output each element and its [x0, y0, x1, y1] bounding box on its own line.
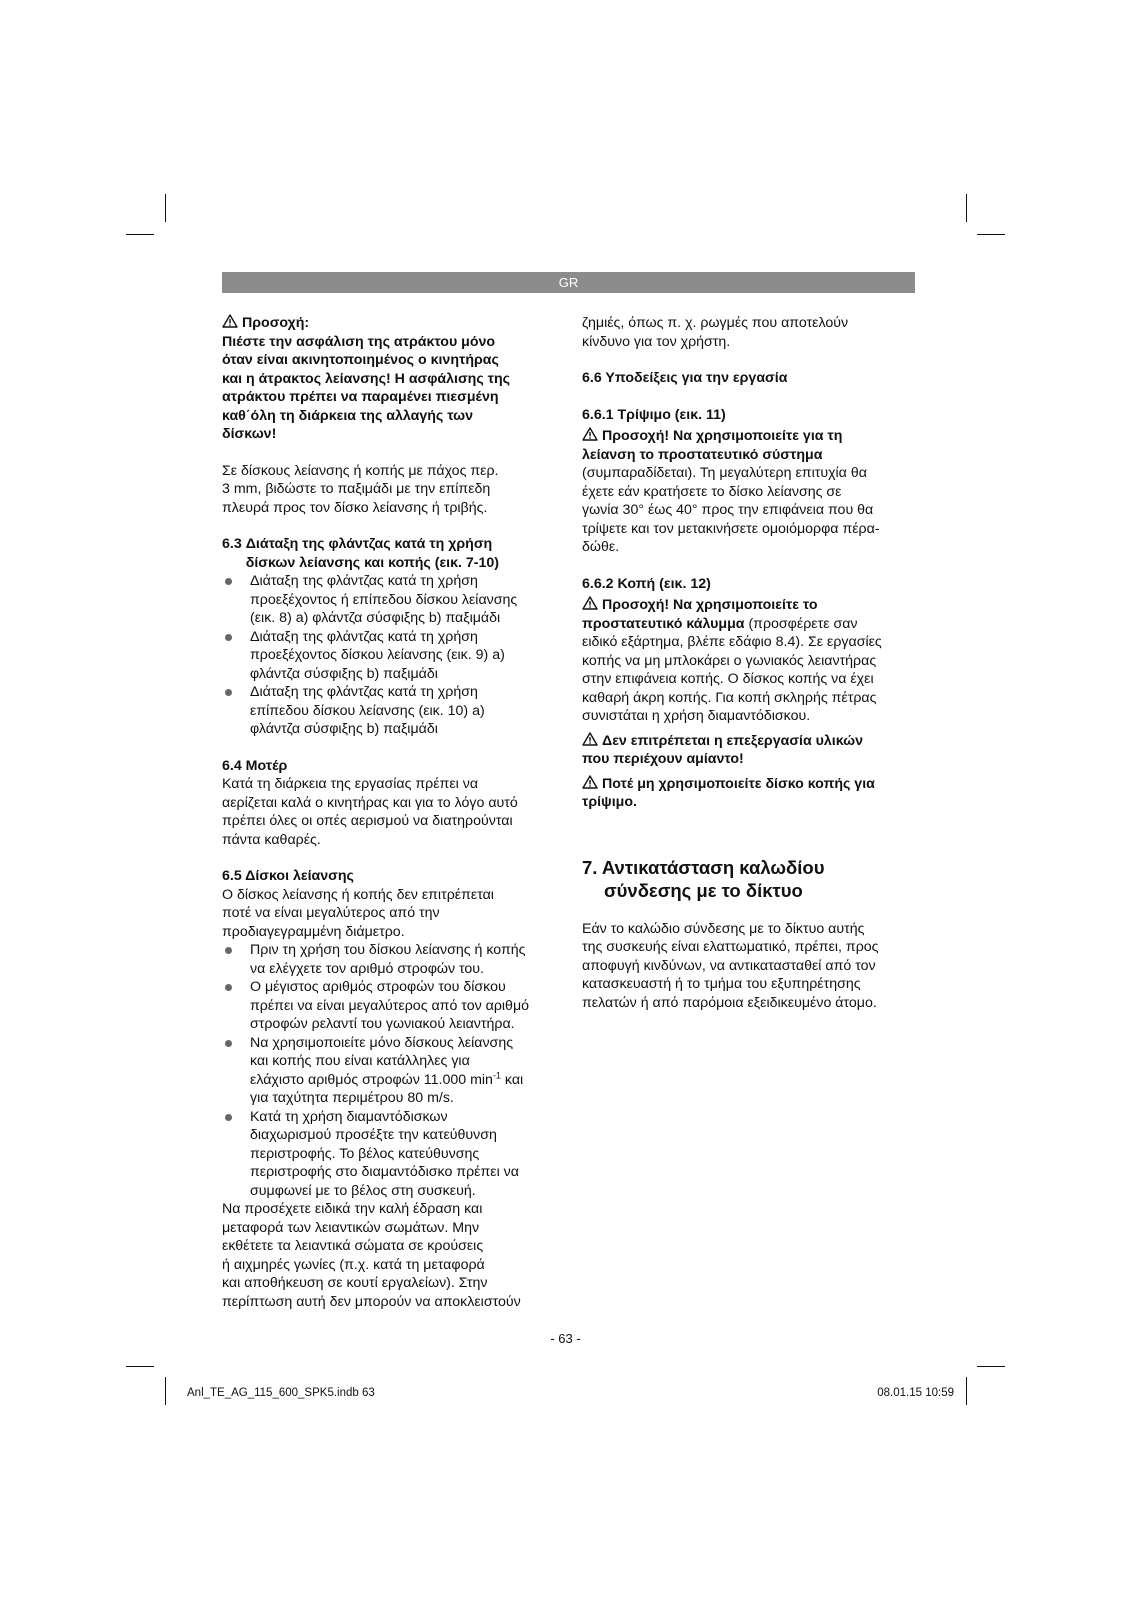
crop-mark [126, 1366, 154, 1367]
section-6-6-1-heading: 6.6.1 Τρίψιμο (εικ. 11) [582, 406, 726, 423]
list-item: Ο μέγιστος αριθμός στροφών του δίσκου πρέπει να είναι μεγαλύτερος από τον αριθμό στροφών ρελαντί του γωνιακού λειαντήρα. [222, 978, 552, 1034]
warning-text: Πιέστε την ασφάλιση της ατράκτου μόνο όταν είναι ακινητοποιημένος ο κινητήρας και η άτρακτος λείανσης! Η ασφάλισης της ατράκτου πρέπει να παραμένει πιεσμένη καθ΄όλη τη διάρκεια της αλλαγής των δίσκων! [222, 333, 511, 442]
cutting-disc-warning: Ποτέ μη χρησιμοποιείτε δίσκο κοπής για τρίψιμο. [582, 775, 875, 810]
list-item: Πριν τη χρήση του δίσκου λείανσης ή κοπής να ελέγχετε τον αριθμό στροφών του. [222, 941, 552, 978]
warning-heading: Προσοχή: [222, 314, 552, 333]
list-item: Διάταξη της φλάντζας κατά τη χρήση επίπεδου δίσκου λείανσης (εικ. 10) a) φλάντζα σύσφιξης b) παξιμάδι [222, 683, 552, 739]
grinding-warning: Προσοχή! Να χρησιμοποιείτε για τη λείανση το προστατευτικό σύστημα (συμπαραδίδεται). Τη μεγαλύτερη επιτυχία θα έχετε εάν κρατήσετε το δίσκο λείανσης σε γωνία 30° έως 40° προς την επιφάνεια που θα τρίψετε και τον μετακινήσετε ομοιόμορφα πέρα- δώθε. [582, 428, 880, 555]
section-7-heading: 7. Αντικατάσταση καλωδίου σύνδεσης με το δίκτυο [582, 856, 825, 901]
section-6-6-2-heading: 6.6.2 Κοπή (εικ. 12) [582, 575, 711, 592]
list-item: Κατά τη χρήση διαμαντόδισκων διαχωρισμού προσέξτε την κατεύθυνση περιστροφής. Το βέλος κατεύθυνσης περιστροφής στο διαμαντόδισκο πρέπει να συμφωνεί με το βέλος στη συσκευή. [222, 1108, 552, 1201]
footer-filename: Anl_TE_AG_115_600_SPK5.indb 63 [187, 1387, 375, 1399]
warning-triangle-icon [582, 775, 598, 789]
paragraph-storage: Να προσέχετε ειδικά την καλή έδραση και μεταφορά των λειαντικών σωμάτων. Μην εκθέτετε τα λειαντικά σώματα σε κρούσεις ή αιχμηρές γωνίες (π.χ. κατά τη μεταφορά και αποθήκευση σε κουτί εργαλείων). Στην περίπτωση αυτή δεν μπορούν να αποκλειστούν [222, 1201, 521, 1310]
list-item: Διάταξη της φλάντζας κατά τη χρήση προεξέχοντος ή επίπεδου δίσκου λείανσης (εικ. 8) a) φλάντζα σύσφιξης b) παξιμάδι [222, 572, 552, 628]
crop-mark [966, 194, 967, 222]
crop-mark [126, 234, 154, 235]
language-header-bar [222, 272, 915, 293]
crop-mark [165, 194, 166, 222]
paragraph-discs: Ο δίσκος λείανσης ή κοπής δεν επιτρέπεται ποτέ να είναι μεγαλύτερος από την προδιαγεγραμμένη διάμετρο. [222, 886, 494, 940]
paragraph-nut: Σε δίσκους λείανσης ή κοπής με πάχος περ. 3 mm, βιδώστε το παξιμάδι με την επίπεδη πλευρά προς τον δίσκο λείανσης ή τριβής. [222, 462, 499, 516]
right-column [582, 314, 916, 1012]
paragraph-cable: Εάν το καλώδιο σύνδεσης με το δίκτυο αυτής της συσκευής είναι ελαττωματικό, πρέπει, προς αποφυγή κινδύνων, να αντικατασταθεί από τον κατασκευαστή ή το τμήμα του εξυπηρέτησης πελατών ή από παρόμοια εξειδικευμένο άτομο. [582, 920, 879, 1011]
language-code: GR [558, 275, 579, 290]
crop-mark [165, 1377, 166, 1405]
left-column [222, 314, 552, 1311]
asbestos-warning: Δεν επιτρέπεται η επεξεργασία υλικών που περιέχουν αμίαντο! [582, 732, 864, 767]
warning-triangle-icon [582, 732, 598, 746]
list-item: Να χρησιμοποιείτε μόνο δίσκους λείανσης και κοπής που είναι κατάλληλες για ελάχιστο αριθμός στροφών 11.000 $\min^{-1} \kappa\alpha\iota$ για ταχύτητα περιμέτρου 80 m/s. [222, 1034, 552, 1108]
section-6-4-heading: 6.4 Μοτέρ [222, 757, 288, 774]
section-6-6-heading: 6.6 Υποδείξεις για την εργασία [582, 370, 788, 386]
warning-triangle-icon [582, 596, 598, 610]
crop-mark [977, 234, 1005, 235]
flange-bullet-list [222, 572, 552, 739]
crop-mark [966, 1377, 967, 1405]
list-item: Διάταξη της φλάντζας κατά τη χρήση προεξέχοντος δίσκου λείανσης (εικ. 9) a) φλάντζα σύσφιξης b) παξιμάδι [222, 628, 552, 684]
page-number: - 63 - [550, 1331, 581, 1346]
warning-triangle-icon [582, 427, 598, 441]
section-6-3-heading: 6.3 Διάταξη της φλάντζας κατά τη χρήση δίσκων λείανσης και κοπής (εικ. 7-10) [222, 536, 500, 571]
footer-datetime: 08.01.15 10:59 [877, 1387, 954, 1399]
warning-triangle-icon [222, 314, 238, 328]
cutting-warning: Προσοχή! Να χρησιμοποιείτε το προστατευτικό κάλυμμα (προσφέρετε σαν ειδικό εξάρτημα, βλέπε εδάφιο 8.4). Σε εργασίες κοπής να μη μπλοκάρει ο γωνιακός λειαντήρας στην επιφάνεια κοπής. Ο δίσκος κοπής να έχει καθαρή άκρη κοπής. Για κοπή σκληρής πέτρας συνιστάται η χρήση διαμαντόδισκου. [582, 597, 882, 724]
paragraph-continuation: ζημιές, όπως π. χ. ρωγμές που αποτελούν κίνδυνο για τον χρήστη. [582, 315, 849, 350]
disc-bullet-list [222, 941, 552, 1200]
section-6-5-heading: 6.5 Δίσκοι λείανσης [222, 868, 354, 884]
paragraph-motor: Κατά τη διάρκεια της εργασίας πρέπει να αερίζεται καλά ο κινητήρας και για το λόγο αυτό πρέπει όλες οι οπές αερισμού να διατηρούνται πάντα καθαρές. [222, 776, 518, 848]
crop-mark [977, 1366, 1005, 1367]
